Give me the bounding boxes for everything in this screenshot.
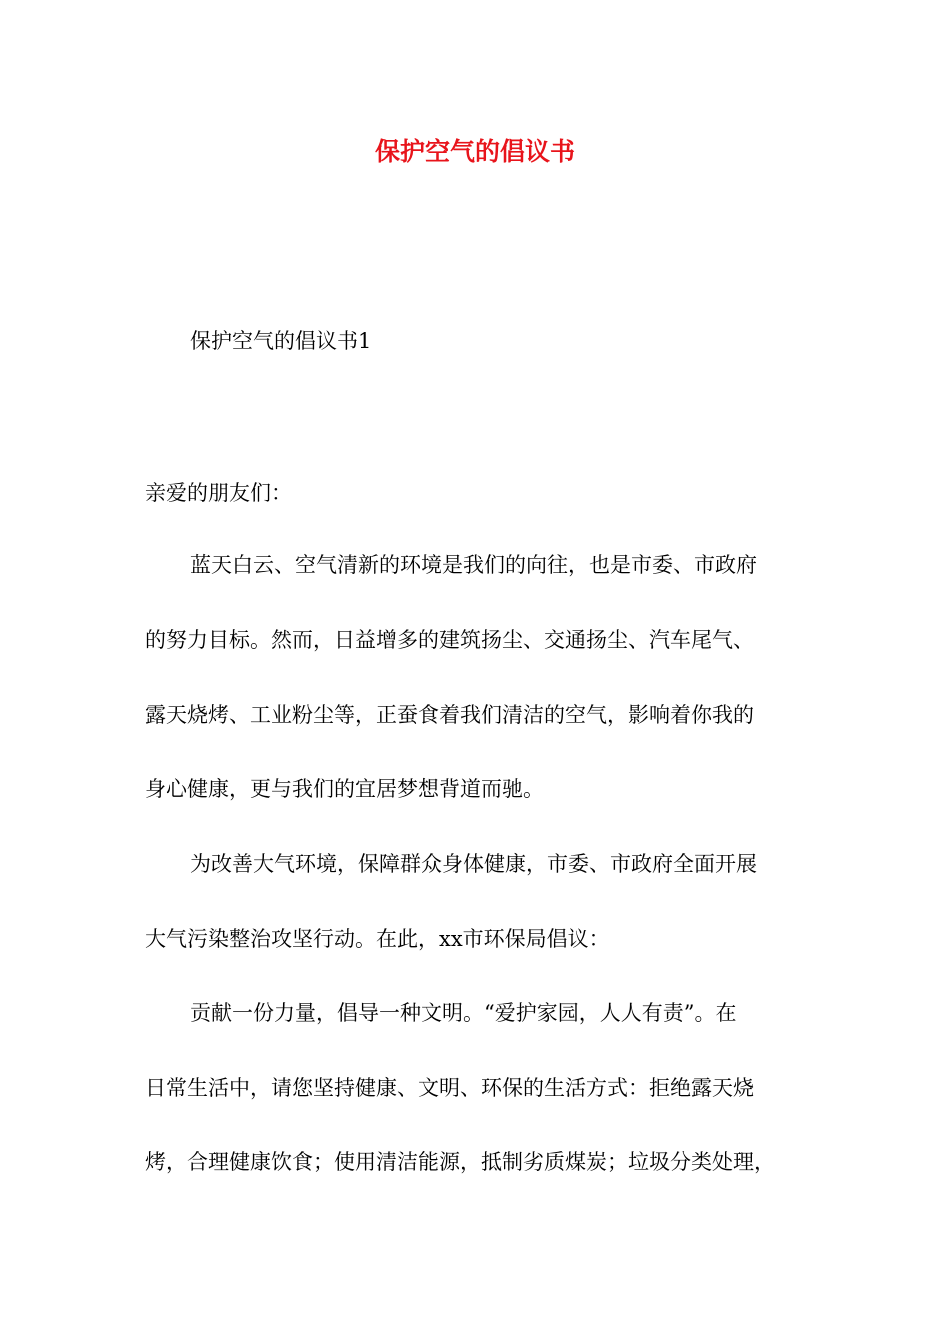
paragraph-3-line-3: 烤，合理健康饮食；使用清洁能源，抵制劣质煤炭；垃圾分类处理， [145,1150,775,1174]
paragraph-1-line-3: 露天烧烤、工业粉尘等，正蚕食着我们清洁的空气，影响着你我的 [145,703,754,727]
paragraph-3-line-2: 日常生活中，请您坚持健康、文明、环保的生活方式：拒绝露天烧 [145,1076,754,1100]
paragraph-1-line-1: 蓝天白云、空气清新的环境是我们的向往，也是市委、市政府 [190,553,757,577]
greeting: 亲爱的朋友们： [145,481,292,505]
paragraph-2-line-2: 大气污染整治攻坚行动。在此，xx市环保局倡议： [145,927,610,951]
paragraph-3-line-1: 贡献一份力量，倡导一种文明。“爱护家园，人人有责”。在 [190,1001,737,1025]
section-heading: 保护空气的倡议书1 [190,329,372,353]
paragraph-1-line-2: 的努力目标。然而，日益增多的建筑扬尘、交通扬尘、汽车尾气、 [145,628,754,652]
paragraph-2-line-1: 为改善大气环境，保障群众身体健康，市委、市政府全面开展 [190,852,757,876]
paragraph-1-line-4: 身心健康，更与我们的宜居梦想背道而驰。 [145,777,544,801]
page-title: 保护空气的倡议书 [374,137,575,166]
